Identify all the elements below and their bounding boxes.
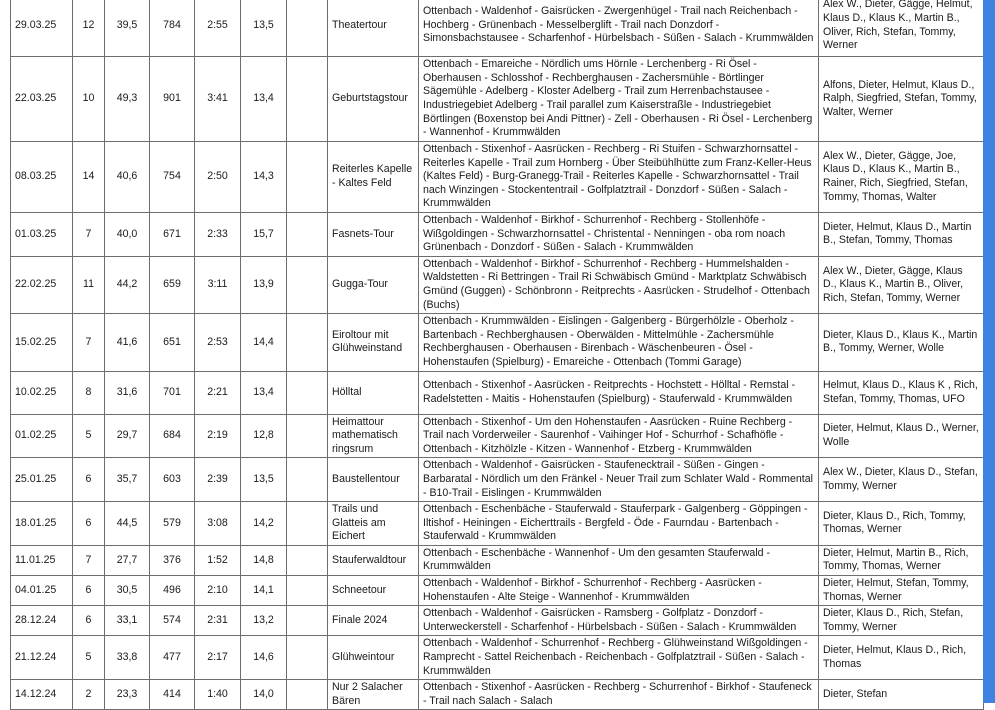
participants-cell: Dieter, Klaus D., Klaus K., Martin B., Tommy, Werner, Wolle [819, 314, 984, 371]
tour-name-cell: Fasnets-Tour [328, 213, 419, 257]
table-row [11, 576, 984, 606]
tour-name-cell: Reiterles Kapelle - Kaltes Feld [328, 142, 419, 213]
participant-count-cell: 12 [73, 0, 105, 57]
elevation-cell: 579 [150, 502, 195, 546]
tour-name-cell: Heimattour mathematisch ringsrum [328, 414, 419, 458]
distance-cell: 31,6 [105, 371, 150, 414]
tour-name-cell: Baustellentour [328, 458, 419, 502]
table-row [11, 314, 984, 371]
distance-cell: 29,7 [105, 414, 150, 458]
elevation-cell: 574 [150, 606, 195, 636]
date-cell: 25.01.25 [11, 458, 73, 502]
speed-cell: 14,0 [241, 680, 287, 710]
duration-cell: 3:41 [195, 57, 241, 142]
tour-name-cell: Nur 2 Salacher Bären [328, 680, 419, 710]
table-row [11, 414, 984, 458]
date-cell: 14.12.24 [11, 680, 73, 710]
participants-cell: Dieter, Helmut, Klaus D., Martin B., Stefan, Tommy, Thomas [819, 213, 984, 257]
table-row [11, 680, 984, 710]
speed-cell: 14,3 [241, 142, 287, 213]
empty-cell [287, 0, 328, 57]
participants-cell: Alex W., Dieter, Klaus D., Stefan, Tommy, Werner [819, 458, 984, 502]
empty-cell [287, 371, 328, 414]
empty-cell [287, 213, 328, 257]
left-margin [0, 0, 10, 703]
date-cell: 01.03.25 [11, 213, 73, 257]
distance-cell: 41,6 [105, 314, 150, 371]
speed-cell: 13,2 [241, 606, 287, 636]
tour-name-cell: Theatertour [328, 0, 419, 57]
elevation-cell: 901 [150, 57, 195, 142]
distance-cell: 33,1 [105, 606, 150, 636]
table-row [11, 636, 984, 680]
empty-cell [287, 576, 328, 606]
tour-name-cell: Stauferwaldtour [328, 545, 419, 575]
date-cell: 22.02.25 [11, 256, 73, 313]
tour-name-cell: Gugga-Tour [328, 256, 419, 313]
empty-cell [287, 502, 328, 546]
date-cell: 21.12.24 [11, 636, 73, 680]
distance-cell: 40,0 [105, 213, 150, 257]
elevation-cell: 651 [150, 314, 195, 371]
empty-cell [287, 680, 328, 710]
duration-cell: 2:33 [195, 213, 241, 257]
participants-cell: Alex W., Dieter, Gägge, Klaus D., Klaus K., Martin B., Oliver, Rich, Stefan, Tommy, Werner [819, 256, 984, 313]
participants-cell: Dieter, Helmut, Martin B., Rich, Tommy, Thomas, Werner [819, 545, 984, 575]
participant-count-cell: 7 [73, 314, 105, 371]
duration-cell: 2:19 [195, 414, 241, 458]
participants-cell: Dieter, Helmut, Klaus D., Werner, Wolle [819, 414, 984, 458]
tour-name-cell: Schneetour [328, 576, 419, 606]
table-row [11, 371, 984, 414]
participants-cell: Dieter, Helmut, Stefan, Tommy, Thomas, Werner [819, 576, 984, 606]
participants-cell: Dieter, Stefan [819, 680, 984, 710]
tour-name-cell: Eiroltour mit Glühweinstand [328, 314, 419, 371]
speed-cell: 14,1 [241, 576, 287, 606]
distance-cell: 40,6 [105, 142, 150, 213]
participant-count-cell: 14 [73, 142, 105, 213]
duration-cell: 3:11 [195, 256, 241, 313]
route-cell: Ottenbach - Waldenhof - Schurrenhof - Rechberg - Glühweinstand Wißgoldingen - Ramprecht - Sattel Reichenbach - Reichenbach - Golfplatztrail - Süßen - Salach - Krummwälden [419, 636, 819, 680]
elevation-cell: 477 [150, 636, 195, 680]
elevation-cell: 496 [150, 576, 195, 606]
participant-count-cell: 5 [73, 636, 105, 680]
empty-cell [287, 256, 328, 313]
route-cell: Ottenbach - Eschenbäche - Wannenhof - Um den gesamten Stauferwald - Krummwälden [419, 545, 819, 575]
distance-cell: 23,3 [105, 680, 150, 710]
participants-cell: Helmut, Klaus D., Klaus K , Rich, Stefan, Tommy, Thomas, UFO [819, 371, 984, 414]
date-cell: 01.02.25 [11, 414, 73, 458]
route-cell: Ottenbach - Emareiche - Nördlich ums Hörnle - Lerchenberg - Ri Ösel - Oberhausen - Schlosshof - Rechberghausen - Zachersmühle - Börtlinger Sägemühle - Adelberg - Kloster Adelberg - Trail zum Herrenbachstausee - Industriegebiet Adelberg - Trail parallel zum Kaiserstraßle - Industriegebiet Börtlingen (Boxenstop bei Andi Pittner) - Zell - Oberhausen - Ri Ösel - Lerchenberg - Wannenhof - Krummwälden [419, 57, 819, 142]
speed-cell: 14,6 [241, 636, 287, 680]
elevation-cell: 684 [150, 414, 195, 458]
route-cell: Ottenbach - Stixenhof - Aasrücken - Reitprechts - Hochstett - Hölltal - Remstal - Radelstetten - Maitis - Hohenstaufen (Spielburg) - Stauferwald - Krummwälden [419, 371, 819, 414]
distance-cell: 30,5 [105, 576, 150, 606]
empty-cell [287, 142, 328, 213]
tour-name-cell: Finale 2024 [328, 606, 419, 636]
tour-name-cell: Glühweintour [328, 636, 419, 680]
speed-cell: 12,8 [241, 414, 287, 458]
table-row [11, 0, 984, 57]
route-cell: Ottenbach - Waldenhof - Birkhof - Schurrenhof - Rechberg - Hummelshalden - Waldstetten - Ri Bettringen - Trail Ri Schwäbisch Gmünd - Marktplatz Schwäbisch Gmünd (Guggen) - Schönbronn - Reitprechts - Aasrücken - Strudelhof - Ottenbach (Buchs) [419, 256, 819, 313]
date-cell: 11.01.25 [11, 545, 73, 575]
elevation-cell: 701 [150, 371, 195, 414]
route-cell: Ottenbach - Waldenhof - Gaisrücken - Staufenecktrail - Süßen - Gingen - Barbaratal - Nördlich um den Fränkel - Neuer Trail zum Schlater Wald - Rommental - B10-Trail - Eislingen - Krummwälden [419, 458, 819, 502]
table-row [11, 213, 984, 257]
duration-cell: 2:50 [195, 142, 241, 213]
empty-cell [287, 545, 328, 575]
tours-table [10, 0, 984, 710]
elevation-cell: 603 [150, 458, 195, 502]
right-accent-bar [983, 0, 995, 703]
route-cell: Ottenbach - Eschenbäche - Stauferwald - Stauferpark - Galgenberg - Göppingen - Iltishof - Heiningen - Eicherttrails - Bergfeld - Öde - Faurndau - Bartenbach - Stauferwald - Krummwälden [419, 502, 819, 546]
participant-count-cell: 6 [73, 502, 105, 546]
speed-cell: 13,4 [241, 371, 287, 414]
table-row [11, 142, 984, 213]
duration-cell: 2:53 [195, 314, 241, 371]
elevation-cell: 414 [150, 680, 195, 710]
empty-cell [287, 57, 328, 142]
duration-cell: 2:39 [195, 458, 241, 502]
speed-cell: 14,2 [241, 502, 287, 546]
date-cell: 08.03.25 [11, 142, 73, 213]
participants-cell: Alex W., Dieter, Gägge, Joe, Klaus D., Klaus K., Martin B., Rainer, Rich, Siegfried, Stefan, Tommy, Thomas, Walter [819, 142, 984, 213]
duration-cell: 1:40 [195, 680, 241, 710]
route-cell: Ottenbach - Stixenhof - Um den Hohenstaufen - Aasrücken - Ruine Rechberg - Trail nach Vorderweiler - Saurenhof - Vaihinger Hof - Schurrhof - Schafhöfle - Ottenbach - Kitzhölzle - Kitzen - Wannenhof - Etzberg - Krummwälden [419, 414, 819, 458]
elevation-cell: 671 [150, 213, 195, 257]
route-cell: Ottenbach - Waldenhof - Birkhof - Schurrenhof - Rechberg - Aasrücken - Hohenstaufen - Alte Steige - Wannenhof - Krummwälden [419, 576, 819, 606]
participant-count-cell: 11 [73, 256, 105, 313]
duration-cell: 2:10 [195, 576, 241, 606]
date-cell: 18.01.25 [11, 502, 73, 546]
speed-cell: 13,9 [241, 256, 287, 313]
table-row [11, 57, 984, 142]
route-cell: Ottenbach - Waldenhof - Gaisrücken - Ramsberg - Golfplatz - Donzdorf - Unterweckerstell - Scharfenhof - Hürbelsbach - Süßen - Salach - Krummwälden [419, 606, 819, 636]
table-row [11, 502, 984, 546]
duration-cell: 2:31 [195, 606, 241, 636]
participant-count-cell: 2 [73, 680, 105, 710]
participant-count-cell: 7 [73, 545, 105, 575]
participants-cell: Alfons, Dieter, Helmut, Klaus D., Ralph, Siegfried, Stefan, Tommy, Walter, Werner [819, 57, 984, 142]
date-cell: 15.02.25 [11, 314, 73, 371]
speed-cell: 13,5 [241, 458, 287, 502]
distance-cell: 39,5 [105, 0, 150, 57]
speed-cell: 13,5 [241, 0, 287, 57]
participant-count-cell: 8 [73, 371, 105, 414]
speed-cell: 14,4 [241, 314, 287, 371]
participant-count-cell: 6 [73, 576, 105, 606]
participant-count-cell: 6 [73, 458, 105, 502]
route-cell: Ottenbach - Stixenhof - Aasrücken - Rechberg - Ri Stuifen - Schwarzhornsattel - Reiterles Kapelle - Trail zum Hornberg - Über Steibühlhütte zum Franz-Keller-Heus (Kaltes Feld) - Burg-Granegg-Trail - Reiterles Kapelle - Schwarzhornsattel - Trail nach Winzingen - Stockententrail - Golfplatztrail - Donzdorf - Süßen - Salach - Krummwälden [419, 142, 819, 213]
elevation-cell: 376 [150, 545, 195, 575]
route-cell: Ottenbach - Waldenhof - Birkhof - Schurrenhof - Rechberg - Stollenhöfe - Wißgoldingen - Schwarzhornsattel - Christental - Nenningen - oba rom noach Grünenbach - Donzdorf - Süßen - Salach - Krummwälden [419, 213, 819, 257]
speed-cell: 13,4 [241, 57, 287, 142]
table-row [11, 545, 984, 575]
date-cell: 04.01.25 [11, 576, 73, 606]
speed-cell: 14,8 [241, 545, 287, 575]
empty-cell [287, 636, 328, 680]
participant-count-cell: 5 [73, 414, 105, 458]
route-cell: Ottenbach - Stixenhof - Aasrücken - Rechberg - Schurrenhof - Birkhof - Staufeneck - Trail nach Salach - Salach [419, 680, 819, 710]
route-cell: Ottenbach - Waldenhof - Gaisrücken - Zwergenhügel - Trail nach Reichenbach - Hochberg - Grünenbach - Messelberglift - Trail nach Donzdorf - Simonsbachstausee - Scharfenhof - Hürbelsbach - Süßen - Salach - Krummwälden [419, 0, 819, 57]
participants-cell: Dieter, Klaus D., Rich, Tommy, Thomas, Werner [819, 502, 984, 546]
distance-cell: 49,3 [105, 57, 150, 142]
tours-table-body [11, 0, 984, 710]
empty-cell [287, 458, 328, 502]
tour-name-cell: Trails und Glatteis am Eichert [328, 502, 419, 546]
table-row [11, 606, 984, 636]
date-cell: 28.12.24 [11, 606, 73, 636]
duration-cell: 2:21 [195, 371, 241, 414]
participant-count-cell: 6 [73, 606, 105, 636]
date-cell: 29.03.25 [11, 0, 73, 57]
tour-name-cell: Geburtstagstour [328, 57, 419, 142]
duration-cell: 3:08 [195, 502, 241, 546]
duration-cell: 2:55 [195, 0, 241, 57]
distance-cell: 44,5 [105, 502, 150, 546]
empty-cell [287, 606, 328, 636]
table-row [11, 458, 984, 502]
elevation-cell: 754 [150, 142, 195, 213]
distance-cell: 35,7 [105, 458, 150, 502]
participants-cell: Dieter, Helmut, Klaus D., Rich, Thomas [819, 636, 984, 680]
duration-cell: 2:17 [195, 636, 241, 680]
participants-cell: Dieter, Klaus D., Rich, Stefan, Tommy, Werner [819, 606, 984, 636]
empty-cell [287, 314, 328, 371]
elevation-cell: 659 [150, 256, 195, 313]
route-cell: Ottenbach - Krummwälden - Eislingen - Galgenberg - Bürgerhölzle - Oberholz - Bartenbach - Rechberghausen - Oberwälden - Mittelmühle - Zachersmühle Rechberghausen - Oberhausen - Birenbach - Wäschenbeuren - Ösel - Hohenstaufen (Spielburg) - Emareiche - Ottenbach (Tommi Garage) [419, 314, 819, 371]
duration-cell: 1:52 [195, 545, 241, 575]
date-cell: 10.02.25 [11, 371, 73, 414]
speed-cell: 15,7 [241, 213, 287, 257]
tour-name-cell: Hölltal [328, 371, 419, 414]
elevation-cell: 784 [150, 0, 195, 57]
participant-count-cell: 7 [73, 213, 105, 257]
empty-cell [287, 414, 328, 458]
participant-count-cell: 10 [73, 57, 105, 142]
date-cell: 22.03.25 [11, 57, 73, 142]
distance-cell: 33,8 [105, 636, 150, 680]
distance-cell: 27,7 [105, 545, 150, 575]
participants-cell: Alex W., Dieter, Gägge, Helmut, Klaus D., Klaus K., Martin B., Oliver, Rich, Stefan, Tommy, Werner [819, 0, 984, 57]
distance-cell: 44,2 [105, 256, 150, 313]
table-row [11, 256, 984, 313]
